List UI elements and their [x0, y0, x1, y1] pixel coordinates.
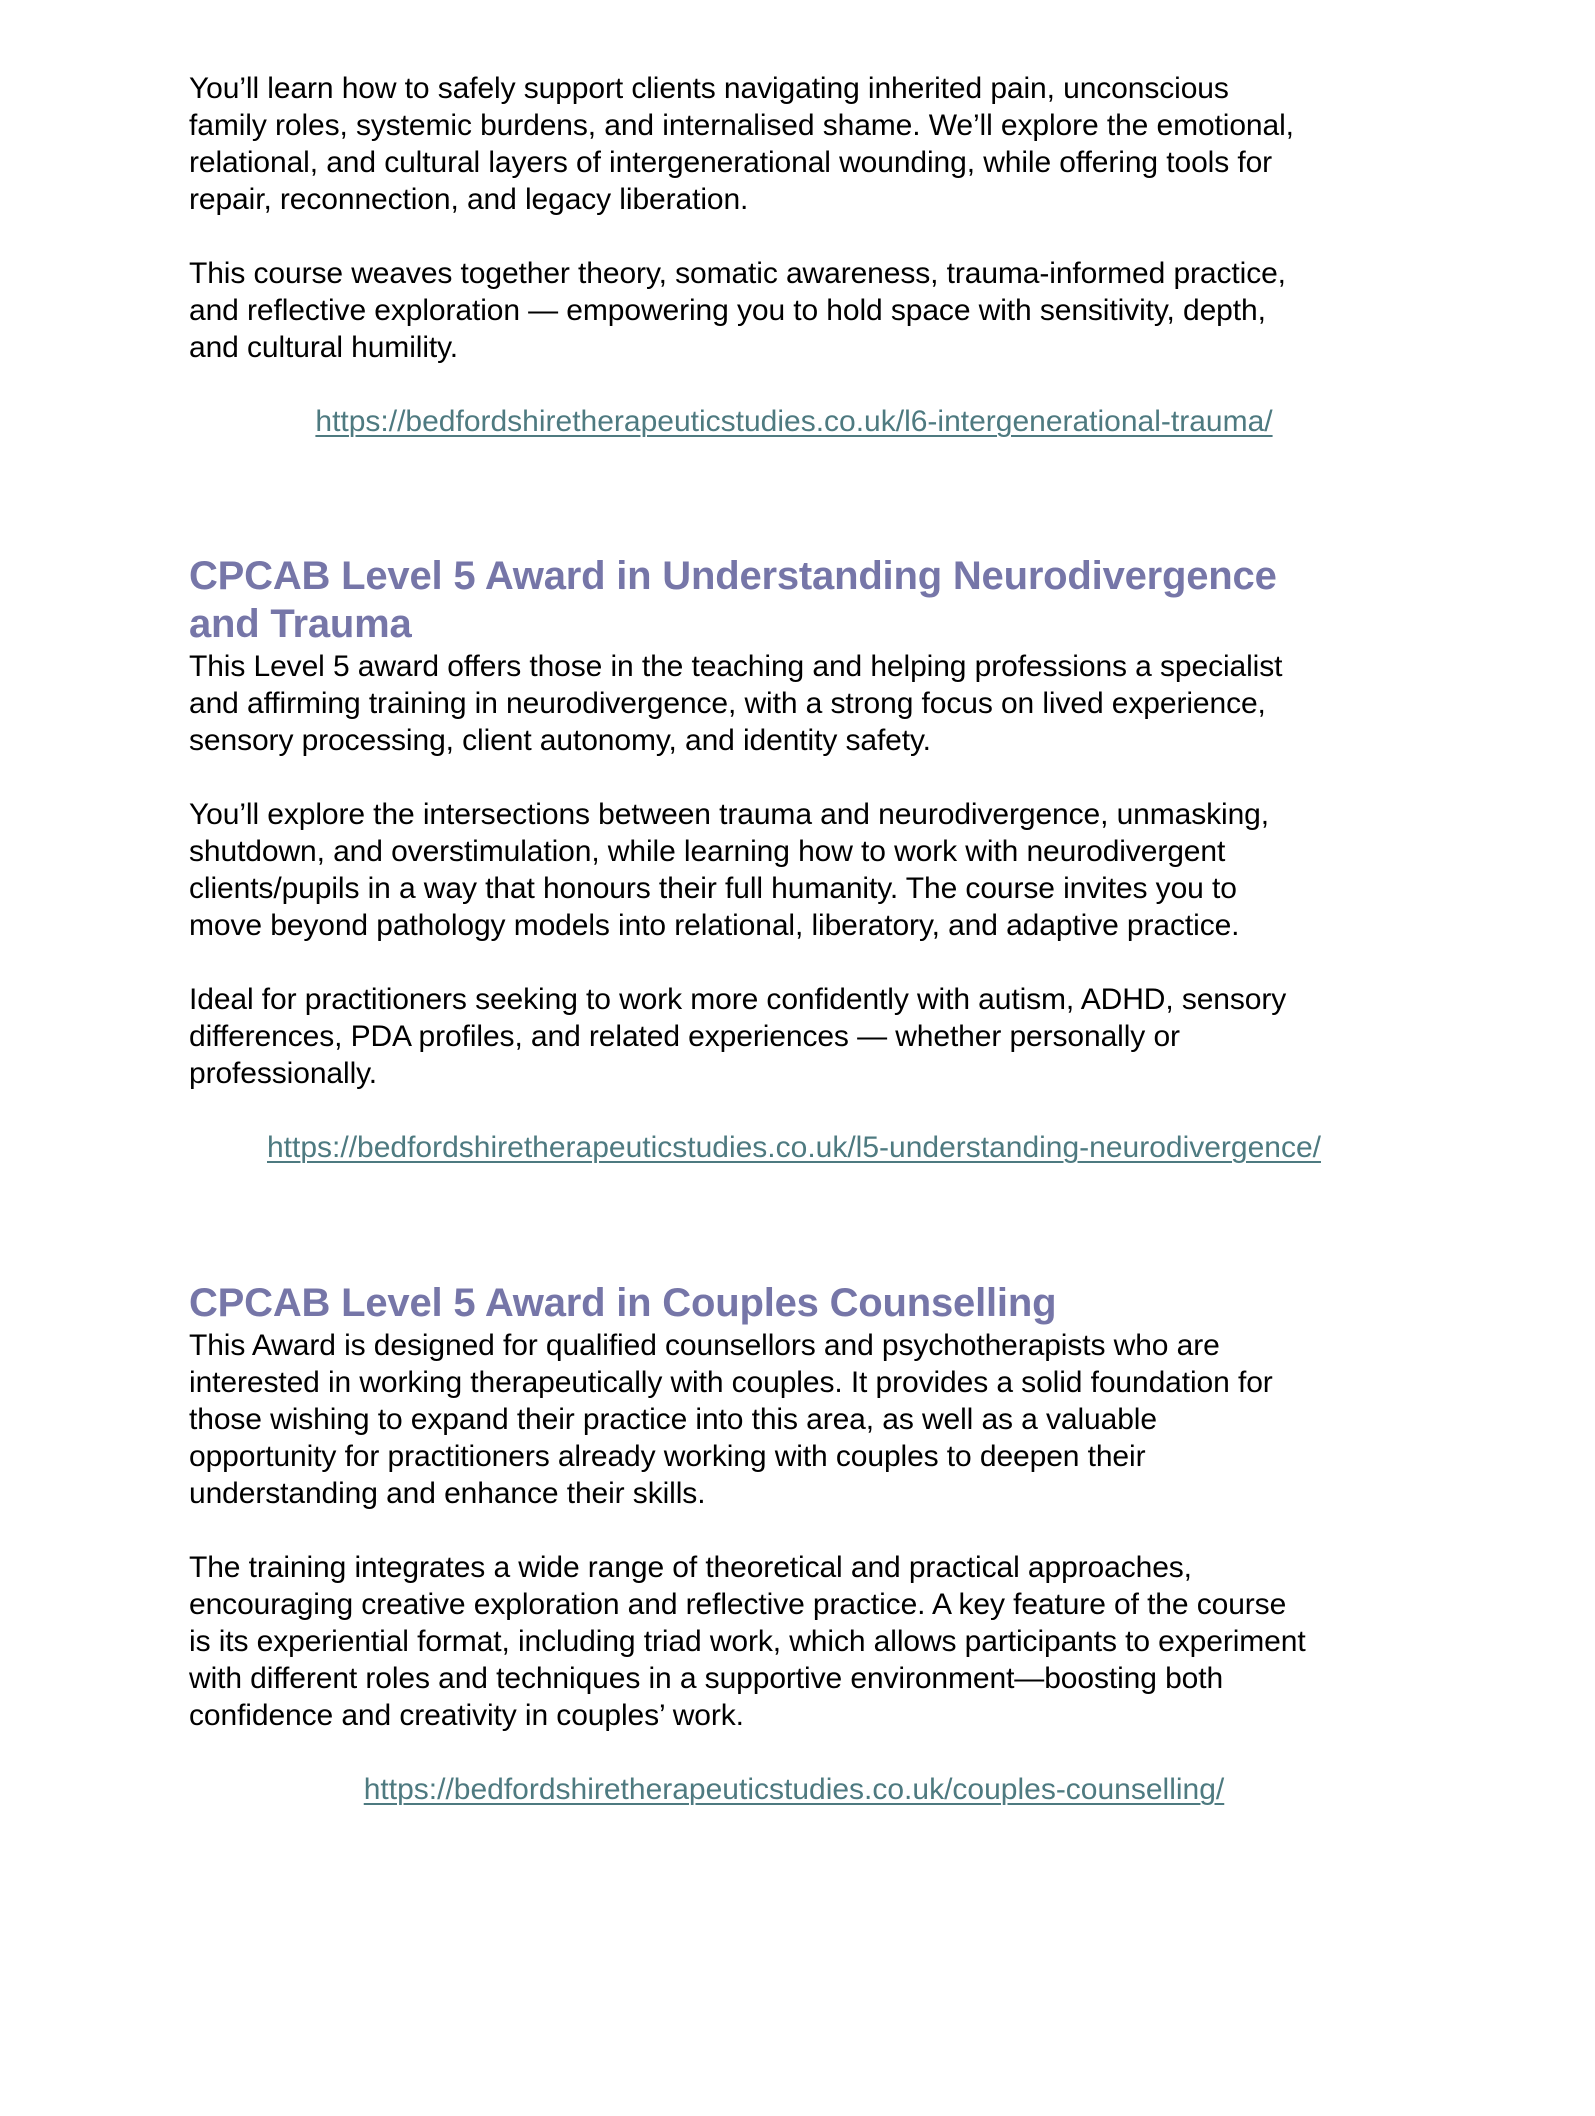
paragraph-spacer — [189, 218, 1419, 255]
text-line: and affirming training in neurodivergence, with a strong focus on lived experience, — [189, 687, 1266, 720]
couples-link-row — [189, 1771, 1399, 1808]
neurodivergence-heading — [189, 552, 1419, 648]
text-line: You’ll learn how to safely support clients navigating inherited pain, unconscious — [189, 72, 1229, 105]
text-line: those wishing to expand their practice into this area, as well as a valuable — [189, 1403, 1157, 1436]
heading-line: CPCAB Level 5 Award in Understanding Neurodivergence — [189, 554, 1277, 598]
text-line: understanding and enhance their skills. — [189, 1477, 706, 1510]
text-line: sensory processing, client autonomy, and identity safety. — [189, 724, 931, 757]
text-line: is its experiential format, including triad work, which allows participants to experiment — [189, 1625, 1306, 1658]
text-line: This Award is designed for qualified counsellors and psychotherapists who are — [189, 1329, 1220, 1362]
text-line: and reflective exploration — empowering you to hold space with sensitivity, depth, — [189, 294, 1266, 327]
section-spacer — [189, 440, 1419, 552]
text-line: relational, and cultural layers of intergenerational wounding, while offering tools for — [189, 146, 1273, 179]
text-line: This Level 5 award offers those in the teaching and helping professions a specialist — [189, 650, 1283, 683]
intergenerational-trauma-link[interactable]: https://bedfordshiretherapeuticstudies.co.uk/l6-intergenerational-trauma/ — [315, 405, 1273, 438]
text-line: shutdown, and overstimulation, while learning how to work with neurodivergent — [189, 835, 1226, 868]
paragraph-spacer — [189, 1734, 1419, 1771]
document-page — [189, 70, 1419, 1808]
text-line: repair, reconnection, and legacy liberation. — [189, 183, 749, 216]
text-line: encouraging creative exploration and reflective practice. A key feature of the course — [189, 1588, 1287, 1621]
text-line: and cultural humility. — [189, 331, 459, 364]
text-line: opportunity for practitioners already working with couples to deepen their — [189, 1440, 1146, 1473]
couples-paragraph-1 — [189, 1327, 1419, 1512]
text-line: The training integrates a wide range of theoretical and practical approaches, — [189, 1551, 1192, 1584]
text-line: This course weaves together theory, somatic awareness, trauma-informed practice, — [189, 257, 1286, 290]
couples-counselling-link[interactable]: https://bedfordshiretherapeuticstudies.co.uk/couples-counselling/ — [363, 1773, 1225, 1806]
intro-paragraph-1 — [189, 70, 1419, 218]
text-line: interested in working therapeutically with couples. It provides a solid foundation for — [189, 1366, 1273, 1399]
neurodivergence-paragraph-1 — [189, 648, 1419, 759]
text-line: confidence and creativity in couples’ work. — [189, 1699, 744, 1732]
section-spacer — [189, 1166, 1419, 1279]
couples-counselling-heading: CPCAB Level 5 Award in Couples Counselling — [189, 1281, 1057, 1325]
text-line: You’ll explore the intersections between trauma and neurodivergence, unmasking, — [189, 798, 1269, 831]
text-line: move beyond pathology models into relational, liberatory, and adaptive practice. — [189, 909, 1240, 942]
neurodivergence-paragraph-3 — [189, 981, 1419, 1092]
neurodivergence-paragraph-2 — [189, 796, 1419, 944]
text-line: professionally. — [189, 1057, 378, 1090]
text-line: clients/pupils in a way that honours their full humanity. The course invites you to — [189, 872, 1237, 905]
heading-line: and Trauma — [189, 602, 412, 646]
couples-paragraph-2 — [189, 1549, 1419, 1734]
paragraph-spacer — [189, 1512, 1419, 1549]
text-line: family roles, systemic burdens, and internalised shame. We’ll explore the emotional, — [189, 109, 1294, 142]
intro-paragraph-2 — [189, 255, 1419, 366]
paragraph-spacer — [189, 944, 1419, 981]
text-line: differences, PDA profiles, and related experiences — whether personally or — [189, 1020, 1180, 1053]
neurodivergence-link-row — [189, 1129, 1399, 1166]
paragraph-spacer — [189, 1092, 1419, 1129]
understanding-neurodivergence-link[interactable]: https://bedfordshiretherapeuticstudies.co.uk/l5-understanding-neurodivergence/ — [267, 1131, 1321, 1164]
intro-link-row — [189, 403, 1399, 440]
text-line: Ideal for practitioners seeking to work more confidently with autism, ADHD, sensory — [189, 983, 1287, 1016]
paragraph-spacer — [189, 366, 1419, 403]
text-line: with different roles and techniques in a supportive environment—boosting both — [189, 1662, 1224, 1695]
paragraph-spacer — [189, 759, 1419, 796]
